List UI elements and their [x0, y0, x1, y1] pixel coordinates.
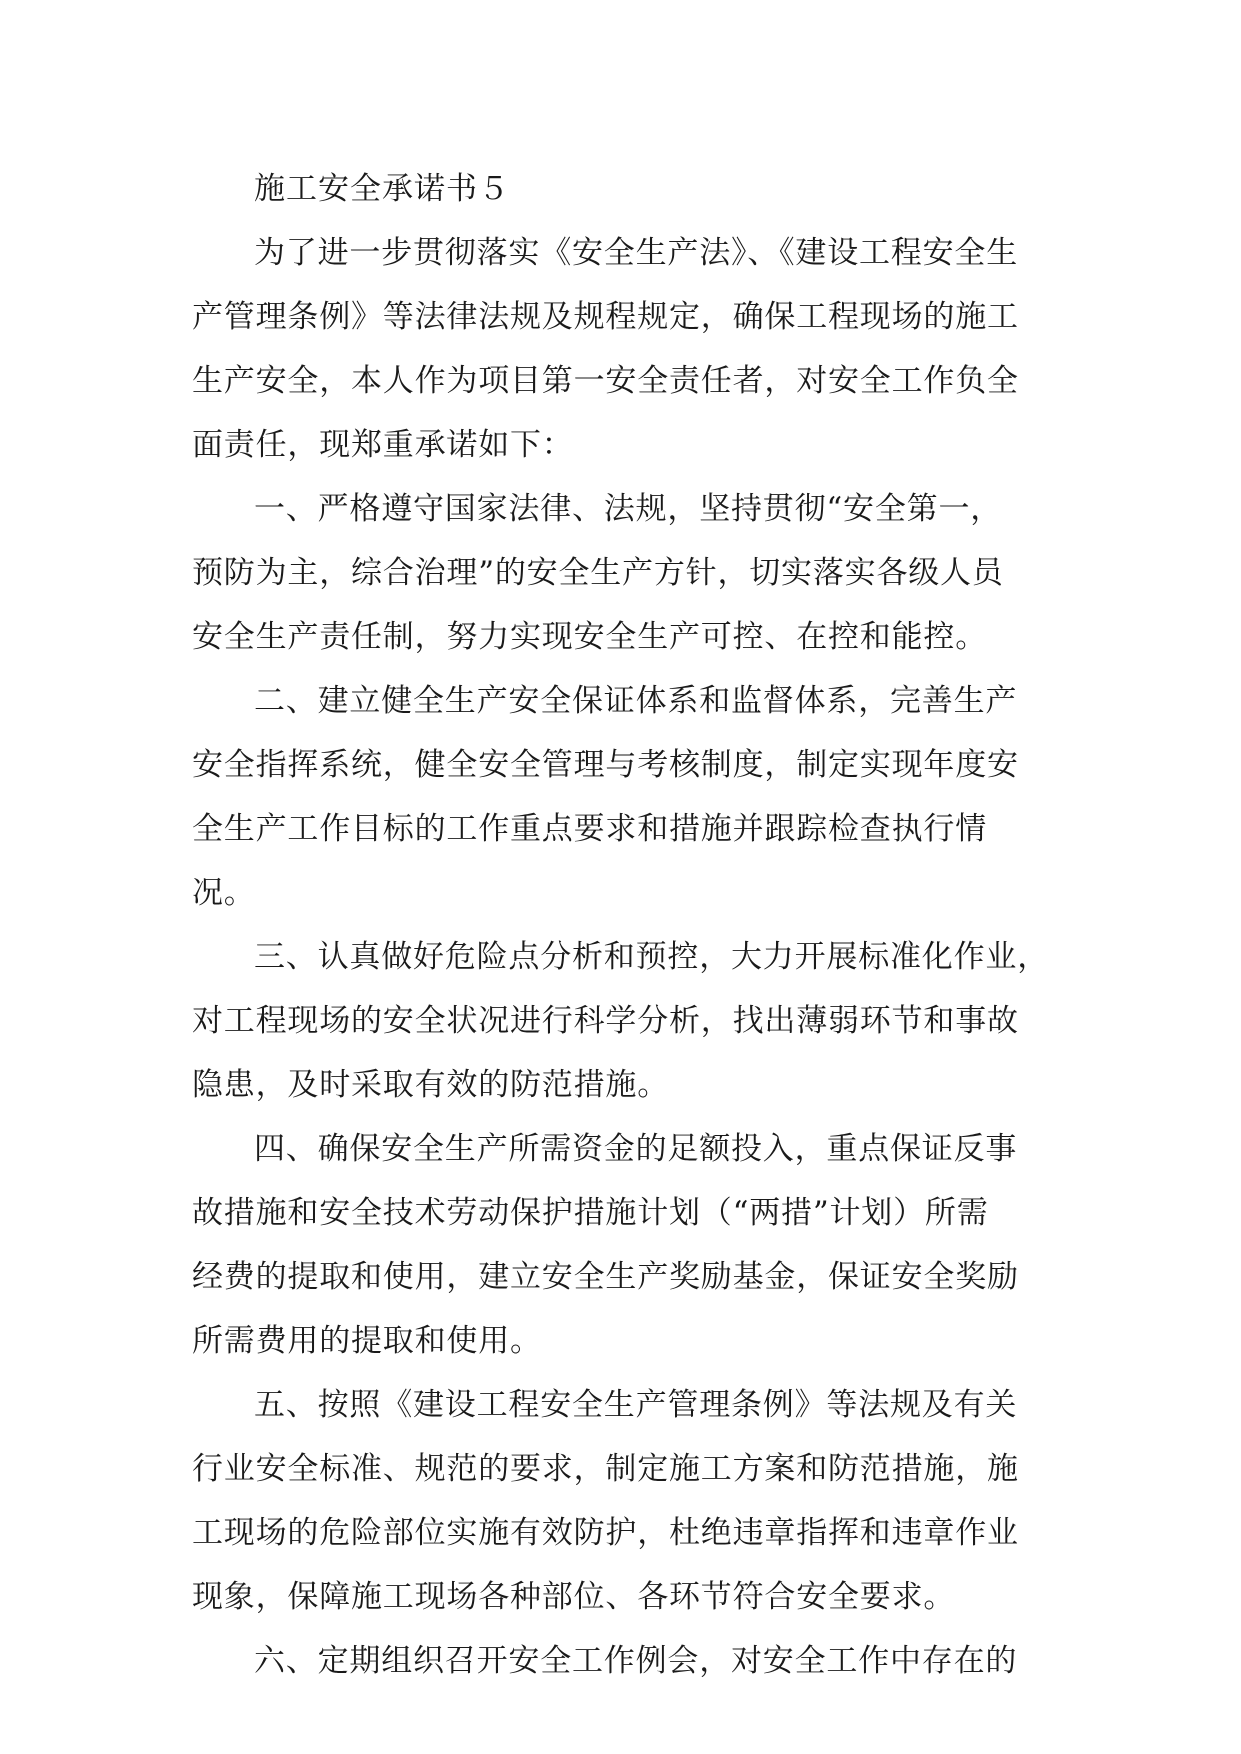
clause-4-line: 所需费用的提取和使用。: [192, 1323, 542, 1359]
clause-3-line: 三、认真做好危险点分析和预控，大力开展标准化作业，: [254, 939, 1049, 975]
clause-4-line: 四、确保安全生产所需资金的足额投入，重点保证反事: [254, 1131, 1018, 1167]
clause-5-line: 五、按照《建设工程安全生产管理条例》等法规及有关: [254, 1387, 1018, 1423]
clause-2-line: 二、建立健全生产安全保证体系和监督体系，完善生产: [254, 683, 1018, 719]
clause-5-line: 现象，保障施工现场各种部位、各环节符合安全要求。: [192, 1579, 956, 1615]
intro-paragraph-line: 面责任，现郑重承诺如下：: [192, 427, 574, 463]
document-body: [192, 157, 1052, 1693]
clause-1-line: 安全生产责任制，努力实现安全生产可控、在控和能控。: [192, 619, 987, 655]
clause-2-line: 安全指挥系统，健全安全管理与考核制度，制定实现年度安: [192, 747, 1019, 783]
clause-5-line: 工现场的危险部位实施有效防护，杜绝违章指挥和违章作业: [192, 1515, 1019, 1551]
clause-6-line: 六、定期组织召开安全工作例会，对安全工作中存在的: [254, 1643, 1018, 1679]
clause-4-line: 经费的提取和使用，建立安全生产奖励基金，保证安全奖励: [192, 1259, 1019, 1295]
intro-paragraph-line: 为了进一步贯彻落实《安全生产法》、《建设工程安全生: [254, 235, 1018, 271]
document-title: 施工安全承诺书５: [254, 171, 510, 207]
clause-2-line: 全生产工作目标的工作重点要求和措施并跟踪检查执行情: [192, 811, 987, 847]
clause-3-line: 对工程现场的安全状况进行科学分析，找出薄弱环节和事故: [192, 1003, 1019, 1039]
clause-1-line: 预防为主，综合治理”的安全生产方针，切实落实各级人员: [192, 555, 1004, 591]
clause-3-line: 隐患，及时采取有效的防范措施。: [192, 1067, 669, 1103]
clause-1-line: 一、严格遵守国家法律、法规，坚持贯彻“安全第一，: [254, 491, 1003, 527]
intro-paragraph-line: 产管理条例》等法律法规及规程规定，确保工程现场的施工: [192, 299, 1019, 335]
clause-5-line: 行业安全标准、规范的要求，制定施工方案和防范措施，施: [192, 1451, 1019, 1487]
clause-2-line: 况。: [192, 875, 256, 911]
clause-4-line: 故措施和安全技术劳动保护措施计划（“两措”计划）所需: [192, 1195, 989, 1231]
intro-paragraph-line: 生产安全，本人作为项目第一安全责任者，对安全工作负全: [192, 363, 1019, 399]
